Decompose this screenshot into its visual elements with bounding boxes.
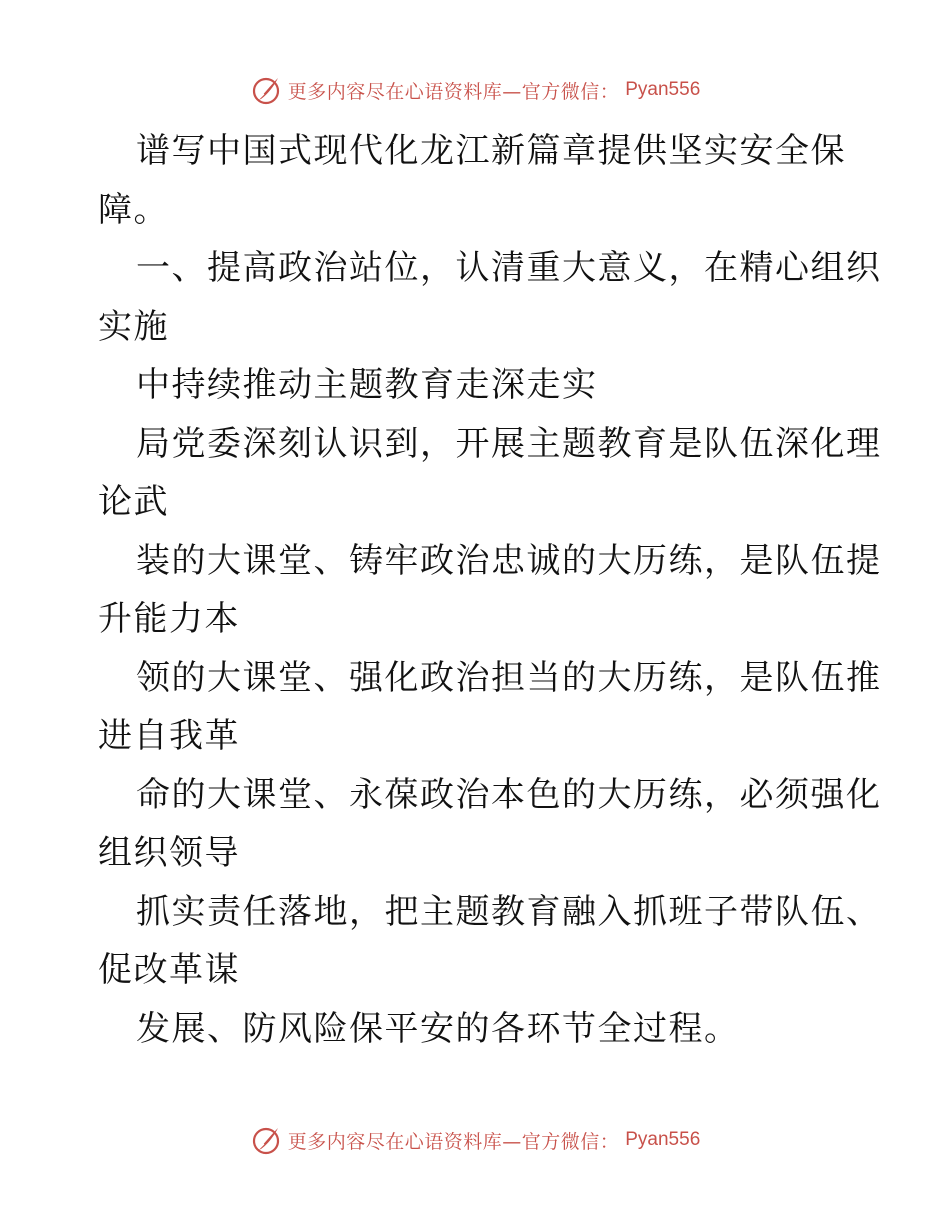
text-line: 升能力本: [98, 599, 240, 639]
header-watermark: [0, 70, 950, 110]
watermark-text: 更多内容尽在心语资料库—官方微信：: [287, 1130, 620, 1153]
feather-pen-circle-icon: [250, 74, 282, 106]
text-line: 谱写中国式现代化龙江新篇章提供坚实安全保: [136, 131, 846, 171]
text-line: 障。: [98, 189, 169, 230]
text-line: 促改革谋: [98, 950, 240, 990]
text-line: 局党委深刻认识到，开展主题教育是队伍深化理: [136, 423, 882, 464]
text-line: 抓实责任落地，把主题教育融入抓班子带队伍、: [136, 891, 882, 932]
watermark-text: 更多内容尽在心语资料库—官方微信：: [287, 80, 620, 103]
text-line: 命的大课堂、永葆政治本色的大历练，必须强化: [136, 774, 882, 815]
footer-watermark: [0, 1120, 950, 1160]
text-line: 中持续推动主题教育走深走实: [136, 365, 598, 405]
text-line: 实施: [98, 306, 169, 347]
feather-pen-circle-icon: [250, 1124, 282, 1156]
text-line: 组织领导: [98, 833, 240, 873]
text-line: 领的大课堂、强化政治担当的大历练，是队伍推: [136, 657, 882, 698]
text-line: 发展、防风险保平安的各环节全过程。: [136, 1008, 740, 1049]
document-body: [98, 122, 882, 1058]
text-line: 一、提高政治站位，认清重大意义，在精心组织: [136, 248, 882, 288]
watermark-account: Pyan556: [625, 79, 701, 100]
watermark-account: Pyan556: [625, 1129, 701, 1150]
text-line: 进自我革: [98, 716, 240, 756]
text-line: 论武: [98, 482, 169, 522]
text-line: 装的大课堂、铸牢政治忠诚的大历练，是队伍提: [136, 540, 882, 581]
